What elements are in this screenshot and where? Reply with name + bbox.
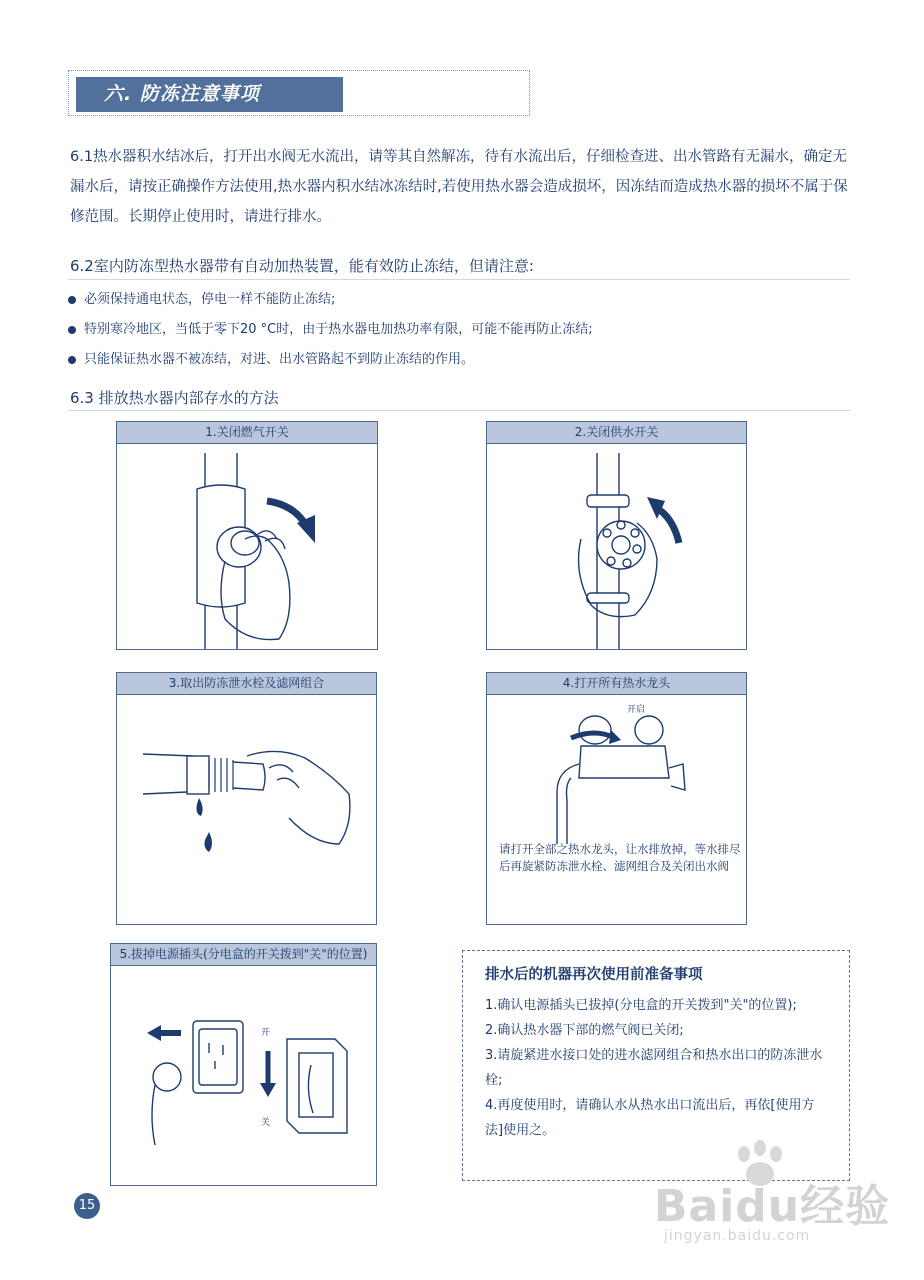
heading-6-3: 6.3 排放热水器内部存水的方法 xyxy=(70,389,279,407)
list-item-text: 只能保证热水器不被冻结，对进、出水管路起不到防止冻结的作用。 xyxy=(84,352,475,367)
drain-plug-icon xyxy=(117,694,377,924)
watermark-brand: Baidu经验 xyxy=(654,1181,891,1232)
step-title: 1.关闭燃气开关 xyxy=(117,422,377,444)
faucet-icon xyxy=(487,694,747,844)
preparation-list xyxy=(485,993,827,1143)
power-plug-icon xyxy=(111,965,377,1185)
list-item-text: 必须保持通电状态，停电一样不能防止冻结; xyxy=(84,292,336,307)
step-title: 4.打开所有热水龙头 xyxy=(487,673,746,695)
list-item: 3.请旋紧进水接口处的进水滤网组合和热水出口的防冻泄水栓; xyxy=(485,1048,823,1088)
step-title: 2.关闭供水开关 xyxy=(487,422,746,444)
bullet-icon xyxy=(68,296,76,304)
list-item xyxy=(68,285,593,315)
bullet-icon xyxy=(68,356,76,364)
bullet-icon xyxy=(68,326,76,334)
list-item xyxy=(68,315,593,345)
step-title: 5.拔掉电源插头(分电盒的开关拨到"关"的位置) xyxy=(111,944,376,966)
list-item-text: 特别寒冷地区，当低于零下20 °C时，由于热水器电加热功率有限，可能不能再防止冻结; xyxy=(84,322,593,337)
step-panel-2 xyxy=(486,421,747,650)
list-item: 2.确认热水器下部的燃气阀已关闭; xyxy=(485,1023,684,1038)
bullet-list xyxy=(68,285,593,375)
step-note: 请打开全部之热水龙头，让水排放掉，等水排尽后再旋紧防冻泄水栓、滤网组合及关闭出水阀 xyxy=(499,842,741,873)
list-item xyxy=(68,345,593,375)
step-title: 3.取出防冻泄水栓及滤网组合 xyxy=(117,673,376,695)
section-title: 六. 防冻注意事项 xyxy=(76,77,343,112)
heading-6-2: 6.2室内防冻型热水器带有自动加热装置，能有效防止冻结，但请注意: xyxy=(70,257,534,275)
on-label: 开 xyxy=(261,1028,271,1038)
watermark xyxy=(650,1140,920,1265)
preparation-title: 排水后的机器再次使用前准备事项 xyxy=(485,967,703,983)
watermark-url: jingyan.baidu.com xyxy=(664,1228,811,1244)
paragraph-6-1: 6.1热水器积水结冰后，打开出水阀无水流出，请等其自然解冻，待有水流出后，仔细检查进、出水管路有无漏水，确定无漏水后，请按正确操作方法使用,热水器内积水结冰冻结时,若使用热水器会造成损坏，因冻结而造成热水器的损坏不属于保修范围。长期停止使用时，请进行排水。 xyxy=(70,149,848,225)
list-item: 1.确认电源插头已拔掉(分电盒的开关拨到"关"的位置); xyxy=(485,998,797,1013)
step-panel-4 xyxy=(486,672,747,925)
open-label: 开启 xyxy=(627,705,646,715)
off-label: 关 xyxy=(261,1118,271,1128)
step-panel-3 xyxy=(116,672,377,925)
divider xyxy=(68,279,850,280)
step-panel-5 xyxy=(110,943,377,1186)
page-number: 15 xyxy=(74,1193,100,1219)
water-valve-icon xyxy=(487,443,747,649)
step-panel-1 xyxy=(116,421,378,650)
divider xyxy=(68,410,850,411)
gas-valve-icon xyxy=(117,443,377,649)
list-item: 4.再度使用时，请确认水从热水出口流出后，再依[使用方法]使用之。 xyxy=(485,1098,815,1138)
